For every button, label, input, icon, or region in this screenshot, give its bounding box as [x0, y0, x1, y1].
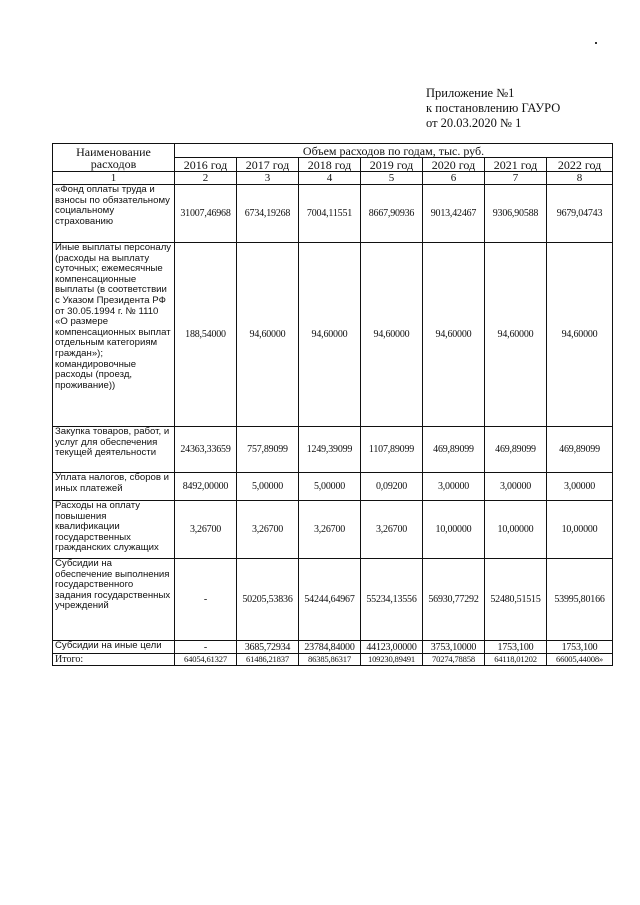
expense-value: 94,60000 [423, 243, 485, 427]
expense-name: Уплата налогов, сборов и иных платежей [53, 473, 175, 501]
name-column-header: Наименование расходов [53, 144, 175, 172]
expense-name: «Фонд оплаты труда и взносы по обязательному социальному страхованию [53, 185, 175, 243]
year-header: 2019 год [361, 158, 423, 172]
expense-value: 8667,90936 [361, 185, 423, 243]
expense-value: 56930,77292 [423, 559, 485, 641]
expense-value: 6734,19268 [237, 185, 299, 243]
expense-value: 50205,53836 [237, 559, 299, 641]
expense-value: 9013,42467 [423, 185, 485, 243]
column-number: 8 [547, 172, 613, 185]
column-number: 5 [361, 172, 423, 185]
expense-value: 3,26700 [175, 501, 237, 559]
expense-value: 1753,100 [547, 641, 613, 654]
column-number: 3 [237, 172, 299, 185]
total-value: 109230,89491 [361, 654, 423, 666]
expense-value: 3,00000 [547, 473, 613, 501]
expense-value: 3,26700 [299, 501, 361, 559]
appendix-line-3: от 20.03.2020 № 1 [426, 116, 522, 130]
expense-value: 3753,10000 [423, 641, 485, 654]
total-row [53, 654, 613, 666]
expense-name: Субсидии на иные цели [53, 641, 175, 654]
expense-value: 10,00000 [485, 501, 547, 559]
expense-value: 1753,100 [485, 641, 547, 654]
expense-value: 3,00000 [423, 473, 485, 501]
expense-value: 94,60000 [299, 243, 361, 427]
expense-name: Иные выплаты персоналу (расходы на выплату суточных; ежемесячные компенсационные выплаты (в соответствии с Указом Президента РФ от 30.05.1994 г. № 1110 «О размере компенсационных выплат отдельным категориям граждан»); командировочные расходы (проезд, проживание)) [53, 243, 175, 427]
total-value: 64054,61327 [175, 654, 237, 666]
expense-value: 8492,00000 [175, 473, 237, 501]
expense-value: - [175, 641, 237, 654]
expense-value: 1249,39099 [299, 427, 361, 473]
expense-value: 94,60000 [547, 243, 613, 427]
expense-value: 5,00000 [299, 473, 361, 501]
expense-value: 0,09200 [361, 473, 423, 501]
expense-value: 3,00000 [485, 473, 547, 501]
column-number: 6 [423, 172, 485, 185]
expense-value: 1107,89099 [361, 427, 423, 473]
expense-value: 757,89099 [237, 427, 299, 473]
expense-value: 94,60000 [485, 243, 547, 427]
expense-value: 10,00000 [547, 501, 613, 559]
year-header: 2022 год [547, 158, 613, 172]
expense-value: 54244,64967 [299, 559, 361, 641]
expense-value: 94,60000 [237, 243, 299, 427]
total-value: 66005,44008» [547, 654, 613, 666]
column-number-row [53, 172, 613, 185]
expense-value: 9306,90588 [485, 185, 547, 243]
year-header: 2017 год [237, 158, 299, 172]
total-value: 70274,78858 [423, 654, 485, 666]
expense-value: 23784,84000 [299, 641, 361, 654]
total-label: Итого: [53, 654, 175, 666]
expense-value: 188,54000 [175, 243, 237, 427]
expense-value: 55234,13556 [361, 559, 423, 641]
expense-value: - [175, 559, 237, 641]
expense-value: 469,89099 [423, 427, 485, 473]
column-number: 4 [299, 172, 361, 185]
year-header: 2021 год [485, 158, 547, 172]
expenses-group-header: Объем расходов по годам, тыс. руб. [175, 144, 613, 158]
table-row [53, 427, 613, 473]
expense-value: 5,00000 [237, 473, 299, 501]
expense-value: 469,89099 [485, 427, 547, 473]
table-row [53, 501, 613, 559]
year-header: 2018 год [299, 158, 361, 172]
total-value: 86385,86317 [299, 654, 361, 666]
expense-value: 3685,72934 [237, 641, 299, 654]
speck-mark [595, 42, 597, 44]
expense-name: Расходы на оплату повышения квалификации государственных гражданских служащих [53, 501, 175, 559]
expense-value: 53995,80166 [547, 559, 613, 641]
table-row [53, 473, 613, 501]
year-header: 2016 год [175, 158, 237, 172]
table-row [53, 185, 613, 243]
table-row [53, 641, 613, 654]
expense-value: 469,89099 [547, 427, 613, 473]
expense-value: 3,26700 [237, 501, 299, 559]
expenses-table [52, 143, 613, 666]
expense-value: 10,00000 [423, 501, 485, 559]
appendix-line-1: Приложение №1 [426, 86, 515, 100]
expense-value: 7004,11551 [299, 185, 361, 243]
expense-name: Закупка товаров, работ, и услуг для обеспечения текущей деятельности [53, 427, 175, 473]
table-row [53, 243, 613, 427]
expense-value: 9679,04743 [547, 185, 613, 243]
expense-value: 94,60000 [361, 243, 423, 427]
column-number: 1 [53, 172, 175, 185]
year-header: 2020 год [423, 158, 485, 172]
appendix-line-2: к постановлению ГАУРО [426, 101, 561, 115]
expense-name: Субсидии на обеспечение выполнения государственного задания государственных учреждений [53, 559, 175, 641]
expense-value: 31007,46968 [175, 185, 237, 243]
column-number: 2 [175, 172, 237, 185]
table-row [53, 559, 613, 641]
appendix-header [426, 86, 560, 131]
total-value: 61486,21837 [237, 654, 299, 666]
expense-value: 24363,33659 [175, 427, 237, 473]
total-value: 64118,01202 [485, 654, 547, 666]
column-number: 7 [485, 172, 547, 185]
expense-value: 52480,51515 [485, 559, 547, 641]
expense-value: 44123,00000 [361, 641, 423, 654]
expense-value: 3,26700 [361, 501, 423, 559]
